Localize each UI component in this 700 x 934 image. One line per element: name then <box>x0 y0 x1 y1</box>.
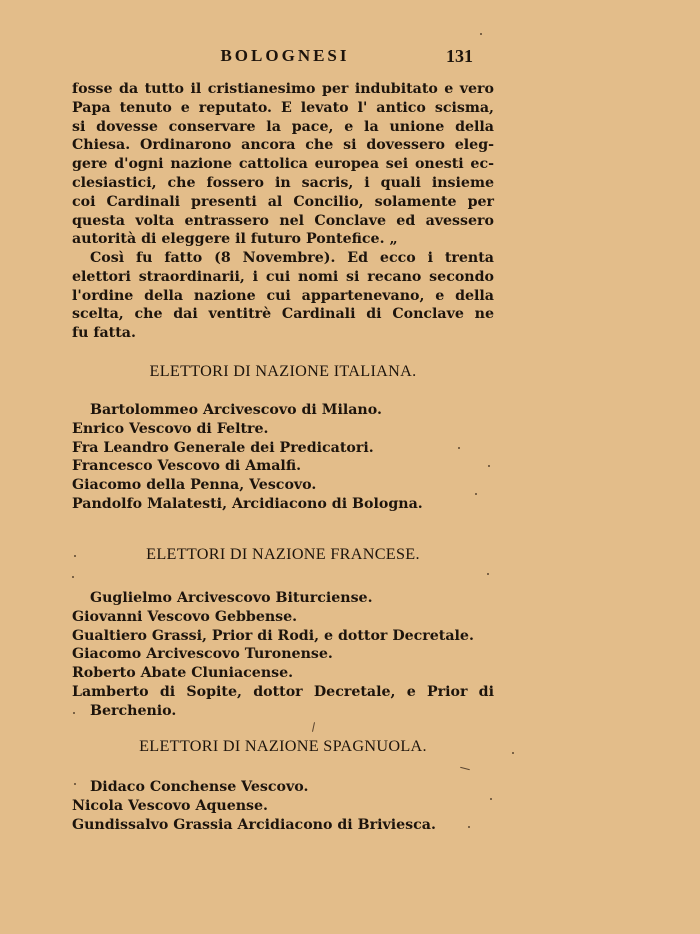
text-line: gere d'ogni nazione cattolica europea sei onesti ec- <box>72 156 494 173</box>
intro-paragraph <box>72 80 494 249</box>
list-item: Giovanni Vescovo Gebbense. <box>72 608 298 625</box>
text-line: elettori straordinarii, i cui nomi si recano secondo <box>72 268 494 285</box>
list-item: Gualtiero Grassi, Prior di Rodi, e dottor Decretale. <box>72 627 474 644</box>
list-item: Bartolommeo Arcivescovo di Milano. <box>90 402 382 418</box>
scan-mark <box>312 722 315 732</box>
scan-speck <box>74 555 76 557</box>
list-item: Roberto Abate Cluniacense. <box>72 665 294 682</box>
scan-speck <box>512 752 514 754</box>
scan-speck <box>458 447 460 449</box>
list-item-line: Lamberto di Sopite, dottor Decretale, e Prior di <box>72 683 494 700</box>
page-header <box>0 44 700 68</box>
spanish-elector-list <box>72 778 502 834</box>
list-item <box>72 683 502 702</box>
narrative-paragraph <box>72 249 494 343</box>
text-line: Chiesa. Ordinarono ancora che si dovessero eleg- <box>72 137 494 154</box>
scan-speck <box>475 493 477 495</box>
text-line: scelta, che dai ventitrè Cardinali di Conclave ne <box>72 306 494 323</box>
heading-french-electors: ELETTORI DI NAZIONE FRANCESE. <box>146 545 420 563</box>
list-item: Fra Leandro Generale dei Predicatori. <box>72 439 374 456</box>
text-line: Papa tenuto e reputato. E levato l' antico scisma, <box>72 99 494 116</box>
heading-spanish-electors: ELETTORI DI NAZIONE SPAGNUOLA. <box>139 737 427 755</box>
list-item: Giacomo della Penna, Vescovo. <box>72 477 317 494</box>
list-item: Francesco Vescovo di Amalfi. <box>72 458 302 475</box>
scan-speck <box>480 33 482 35</box>
scan-speck <box>488 465 490 467</box>
scan-speck <box>73 712 75 714</box>
scan-speck <box>487 573 489 575</box>
scan-speck <box>468 826 470 828</box>
text-line: l'ordine della nazione cui appartenevano, e della <box>72 287 494 304</box>
list-item: Nicola Vescovo Aquense. <box>72 797 268 814</box>
list-item: Berchenio. <box>90 702 177 719</box>
heading-italian-electors: ELETTORI DI NAZIONE ITALIANA. <box>149 362 417 380</box>
text-line: questa volta entrassero nel Conclave ed avessero <box>72 212 494 229</box>
text-line: si dovesse conservare la pace, e la unione della <box>72 118 494 135</box>
text-line: autorità di eleggere il futuro Pontefice. „ <box>72 231 398 248</box>
list-item: Giacomo Arcivescovo Turonense. <box>72 646 333 663</box>
text-line: Così fu fatto (8 Novembre). Ed ecco i trenta <box>90 250 494 266</box>
page-number: 131 <box>446 46 473 66</box>
list-item: Gundissalvo Grassia Arcidiacono di Briviesca. <box>72 816 436 833</box>
list-item: Didaco Conchense Vescovo. <box>90 779 309 795</box>
running-head: BOLOGNESI <box>220 46 350 65</box>
scan-speck <box>72 576 74 578</box>
scan-speck <box>490 798 492 800</box>
text-line: coi Cardinali presenti al Concilio, solamente per <box>72 193 494 210</box>
list-item: Pandolfo Malatesti, Arcidiacono di Bologna. <box>72 495 423 512</box>
list-item: Enrico Vescovo di Feltre. <box>72 420 269 437</box>
italian-elector-list <box>72 401 502 514</box>
scan-speck <box>74 783 76 785</box>
text-line: fu fatta. <box>72 325 136 342</box>
french-elector-list <box>72 589 502 721</box>
list-item: Guglielmo Arcivescovo Biturciense. <box>90 590 373 606</box>
scan-mark <box>460 767 470 771</box>
text-line: clesiastici, che fossero in sacris, i quali insieme <box>72 174 494 191</box>
text-line: fosse da tutto il cristianesimo per indubitato e vero <box>72 81 494 97</box>
